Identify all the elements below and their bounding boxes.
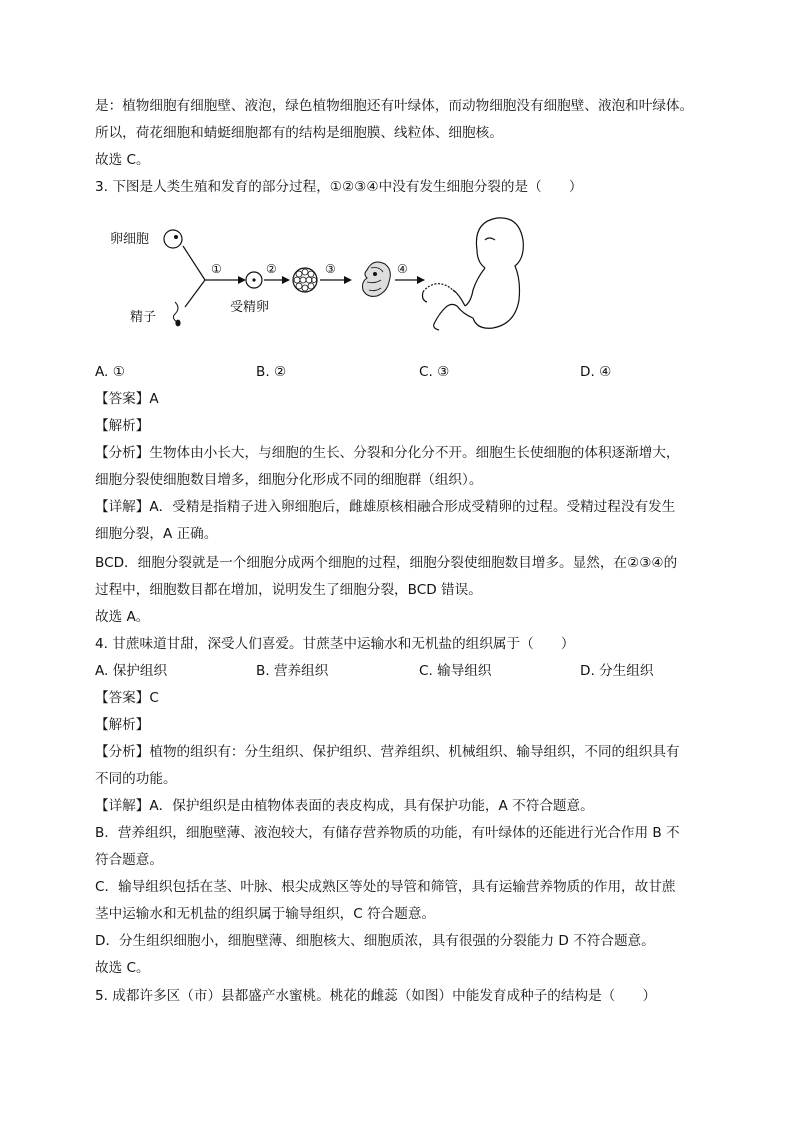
q3-option-a: A. ① [95, 364, 125, 380]
q3-bcd-line-2: 过程中，细胞数目都在增加，说明发生了细胞分裂，BCD 错误。 [95, 582, 482, 598]
reproduction-diagram [105, 210, 545, 345]
prev-answer-line-1: 是：植物细胞有细胞壁、液泡，绿色植物细胞还有叶绿体，而动物细胞没有细胞壁、液泡和叶绿体。 [95, 98, 694, 114]
q3-answer: 【答案】A [95, 391, 159, 407]
q4-detail-c-line-1: C．输导组织包括在茎、叶脉、根尖成熟区等处的导管和筛管，具有运输营养物质的作用，故甘蔗 [95, 879, 676, 895]
q3-choice: 故选 A。 [95, 609, 150, 625]
q5-stem: 5. 成都许多区（市）县都盛产水蜜桃。桃花的雌蕊（如图）中能发育成种子的结构是（ ） [95, 988, 657, 1004]
q4-option-c: C. 输导组织 [419, 663, 492, 679]
q4-option-b: B. 营养组织 [256, 663, 329, 679]
q3-stem: 3. 下图是人类生殖和发育的部分过程，①②③④中没有发生细胞分裂的是（ ） [95, 179, 583, 195]
q4-analysis-title: 【解析】 [95, 717, 150, 733]
q4-detail-a: 【详解】A．保护组织是由植物体表面的表皮构成，具有保护功能，A 不符合题意。 [95, 798, 594, 814]
q4-answer: 【答案】C [95, 690, 159, 706]
q3-fenxi-line-2: 细胞分裂使细胞数目增多，细胞分化形成不同的细胞群（组织）。 [95, 472, 483, 488]
q3-bcd-line-1: BCD．细胞分裂就是一个细胞分成两个细胞的过程，细胞分裂使细胞数目增多。显然，在②③④的 [95, 555, 678, 571]
q4-option-d: D. 分生组织 [580, 663, 654, 679]
egg-cell [164, 230, 182, 248]
fetus-icon [423, 218, 524, 330]
step-3-label: ③ [325, 262, 336, 276]
q3-option-b: B. ② [256, 364, 287, 380]
q4-choice: 故选 C。 [95, 960, 150, 976]
q4-detail-b-line-2: 符合题意。 [95, 852, 163, 868]
q4-fenxi-line-1: 【分析】植物的组织有：分生组织、保护组织、营养组织、机械组织、输导组织，不同的组织具有 [95, 744, 680, 760]
q3-option-c: C. ③ [419, 364, 450, 380]
q4-option-a: A. 保护组织 [95, 663, 168, 679]
prev-answer-choice: 故选 C。 [95, 152, 150, 168]
q4-fenxi-line-2: 不同的功能。 [95, 771, 177, 787]
zygote-label: 受精卵 [230, 300, 270, 315]
q3-analysis-title: 【解析】 [95, 418, 150, 434]
q4-detail-d: D．分生组织细胞小，细胞壁薄、细胞核大、细胞质浓，具有很强的分裂能力 D 不符合题意。 [95, 933, 655, 949]
q4-stem: 4. 甘蔗味道甘甜，深受人们喜爱。甘蔗茎中运输水和无机盐的组织属于（ ） [95, 636, 575, 652]
step-4-label: ④ [397, 262, 408, 276]
q3-xiangjie-line-2: 细胞分裂，A 正确。 [95, 526, 218, 542]
q4-detail-c-line-2: 茎中运输水和无机盐的组织属于输导组织，C 符合题意。 [95, 906, 436, 922]
egg-label: 卵细胞 [110, 232, 150, 247]
q3-option-d: D. ④ [580, 364, 612, 380]
q3-xiangjie-line-1: 【详解】A．受精是指精子进入卵细胞后，雌雄原核相融合形成受精卵的过程。受精过程没有发生 [95, 499, 676, 515]
sperm-label: 精子 [130, 310, 157, 325]
cell-cluster-icon [293, 268, 317, 292]
q3-fenxi-line-1: 【分析】生物体由小长大，与细胞的生长、分裂和分化分不开。细胞生长使细胞的体积逐渐增大， [95, 445, 680, 461]
sperm-icon [173, 302, 180, 326]
q4-detail-b-line-1: B．营养组织，细胞壁薄、液泡较大，有储存营养物质的功能，有叶绿体的还能进行光合作用 B 不 [95, 825, 680, 841]
embryo-icon [363, 262, 391, 296]
step-1-label: ① [211, 262, 222, 276]
prev-answer-line-2: 所以，荷花细胞和蜻蜓细胞都有的结构是细胞膜、线粒体、细胞核。 [95, 125, 503, 141]
step-2-label: ② [266, 262, 277, 276]
